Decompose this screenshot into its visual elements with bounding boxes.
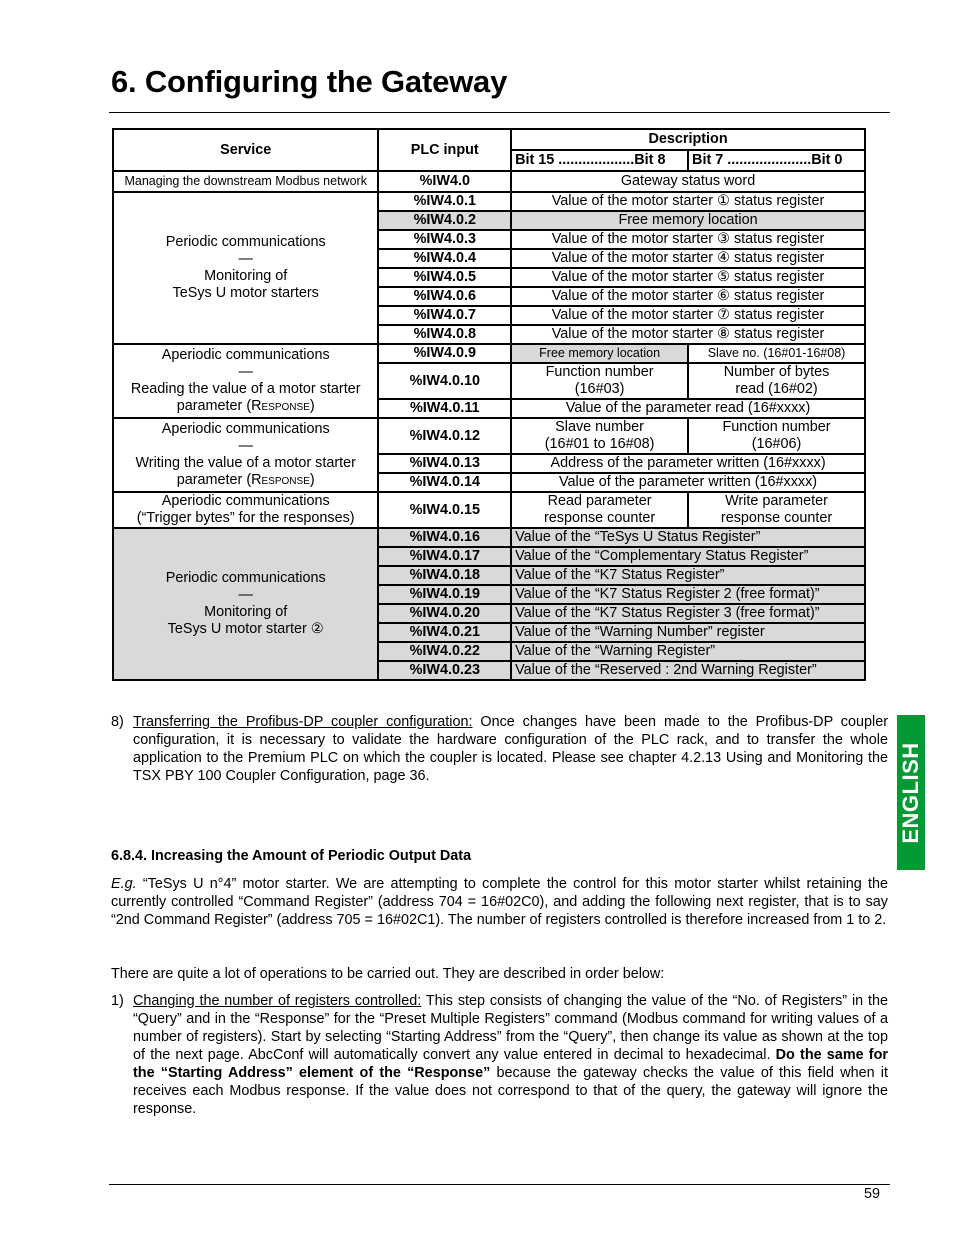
service-cell: Managing the downstream Modbus network (113, 171, 378, 192)
plc-address: %IW4.0.17 (378, 547, 511, 566)
service-line: Aperiodic communications (161, 493, 330, 509)
intro-paragraph (111, 875, 888, 929)
description-cell: Value of the “TeSys U Status Register” (511, 528, 865, 547)
description-cell: Value of the motor starter ⑤ status register (511, 268, 865, 287)
service-line: — (238, 251, 253, 267)
plc-address: %IW4.0.21 (378, 623, 511, 642)
low-byte-cell: Slave no. (16#01-16#08) (688, 344, 865, 363)
description-cell: Value of the motor starter ⑧ status register (511, 325, 865, 344)
plc-address: %IW4.0.15 (378, 492, 511, 528)
cell-line: read (16#02) (735, 381, 818, 397)
plc-address: %IW4.0.13 (378, 454, 511, 473)
description-cell: Value of the “Warning Register” (511, 642, 865, 661)
step-8 (111, 713, 888, 785)
service-line: Aperiodic communications (161, 347, 330, 363)
cell-line: (16#03) (574, 381, 625, 397)
page-number: 59 (864, 1186, 881, 1202)
low-byte-cell (688, 363, 865, 399)
step-text: because the gateway checks the value of this field when it receives each Modbus response. If the value does not correspond to that of the query, the gateway will ignore the response. (133, 1065, 888, 1117)
description-cell: Value of the motor starter ④ status register (511, 249, 865, 268)
step-text: Once changes have been made to the Profibus-DP coupler configuration, it is necessary to validate the hardware configuration of the PLC rack, and to transfer the whole application to the Premium PLC on which the coupler is located. Please see chapter 4.2.13 Using and Monitoring the TSX PBY 100 Coupler Configuration, page 36. (133, 714, 888, 784)
plc-address: %IW4.0.14 (378, 473, 511, 492)
table-row (113, 528, 865, 547)
plc-address: %IW4.0.22 (378, 642, 511, 661)
description-cell: Address of the parameter written (16#xxxx) (511, 454, 865, 473)
step-title: Transferring the Profibus-DP coupler configuration: (133, 714, 473, 730)
plc-address: %IW4.0.11 (378, 399, 511, 418)
service-line: Monitoring of (204, 268, 288, 284)
plc-address: %IW4.0.12 (378, 418, 511, 454)
eg-label: E.g. (111, 876, 137, 892)
description-cell: Value of the motor starter ⑦ status register (511, 306, 865, 325)
plc-address: %IW4.0.3 (378, 230, 511, 249)
table-row (113, 492, 865, 528)
plc-address: %IW4.0.10 (378, 363, 511, 399)
header-description: Description (511, 129, 865, 150)
plc-address: %IW4.0.20 (378, 604, 511, 623)
cell-line: Write parameter (725, 493, 828, 509)
plc-address: %IW4.0 (378, 171, 511, 192)
plc-address: %IW4.0.6 (378, 287, 511, 306)
table-row (113, 171, 865, 192)
service-line: — (238, 364, 253, 380)
response-smallcaps: Response (251, 398, 310, 414)
plc-address: %IW4.0.7 (378, 306, 511, 325)
table-row (113, 344, 865, 363)
description-cell: Value of the parameter read (16#xxxx) (511, 399, 865, 418)
service-text: parameter ( (176, 398, 252, 414)
intro-text: “TeSys U n°4” motor starter. We are attempting to complete the control for this motor starter whilst retaining the currently controlled “Command Register” (address 704 = 16#02C0), and adding the following next register, that is to say “2nd Command Register” (address 705 = 16#02C1). The number of registers controlled is therefore increased from 1 to 2. (111, 876, 888, 928)
high-byte-cell: Free memory location (511, 344, 688, 363)
register-table-container (112, 128, 866, 681)
plc-address: %IW4.0.2 (378, 211, 511, 230)
service-line: TeSys U motor starter ② (167, 621, 324, 637)
description-cell: Value of the “K7 Status Register” (511, 566, 865, 585)
cell-line: Function number (545, 364, 654, 380)
service-line (117, 472, 374, 489)
table-row (113, 418, 865, 454)
step-text: This step consists of changing the value of the “No. of Registers” in the “Query” and in the “Response” for the “Preset Multiple Registers” command (Modbus command for writing values of a number of registers). Start by selecting “Starting Address” from the “Query”, then change its value as shown at the top of the next page. AbcConf will automatically convert any value entered in decimal to hexadecimal. (133, 993, 888, 1063)
description-cell: Free memory location (511, 211, 865, 230)
description-cell: Value of the “Warning Number” register (511, 623, 865, 642)
plc-address: %IW4.0.23 (378, 661, 511, 680)
service-line: TeSys U motor starters (172, 285, 319, 301)
service-cell (113, 344, 378, 418)
plc-address: %IW4.0.9 (378, 344, 511, 363)
cell-line: Slave number (555, 419, 644, 435)
cell-line: (16#06) (751, 436, 802, 452)
step-number: 8) (111, 714, 124, 730)
low-byte-cell (688, 418, 865, 454)
service-cell (113, 492, 378, 528)
step-1 (111, 992, 888, 1118)
plc-address: %IW4.0.4 (378, 249, 511, 268)
high-byte-cell (511, 363, 688, 399)
cell-line: Number of bytes (723, 364, 830, 380)
page-title: 6. Configuring the Gateway (111, 64, 508, 99)
table-header-row (113, 129, 865, 150)
service-line: Monitoring of (204, 604, 288, 620)
title-rule (109, 112, 890, 113)
description-cell: Value of the motor starter ⑥ status register (511, 287, 865, 306)
cell-line: response counter (720, 510, 833, 526)
step-body (133, 713, 888, 785)
header-service: Service (113, 129, 378, 171)
service-line: Reading the value of a motor starter (130, 381, 361, 397)
high-byte-cell (511, 418, 688, 454)
service-text: parameter ( (176, 472, 252, 488)
cell-line: Read parameter (547, 493, 652, 509)
plc-address: %IW4.0.16 (378, 528, 511, 547)
service-line: Aperiodic communications (161, 421, 330, 437)
operations-paragraph: There are quite a lot of operations to be carried out. They are described in order below: (111, 966, 665, 982)
plc-address: %IW4.0.1 (378, 192, 511, 211)
step-number: 1) (111, 993, 124, 1009)
description-cell: Value of the “Complementary Status Register” (511, 547, 865, 566)
service-line: (“Trigger bytes” for the responses) (136, 510, 355, 526)
service-text: ) (309, 472, 315, 488)
step-bold-text: Do the same for the “Starting Address” element of the “Response” (133, 1047, 888, 1081)
header-bit-high: Bit 15 ...................Bit 8 (511, 150, 688, 171)
cell-line: response counter (543, 510, 656, 526)
step-body (133, 992, 888, 1118)
step-title: Changing the number of registers controlled: (133, 993, 422, 1009)
section-heading: 6.8.4. Increasing the Amount of Periodic Output Data (111, 848, 472, 864)
description-cell: Value of the parameter written (16#xxxx) (511, 473, 865, 492)
description-cell: Value of the motor starter ① status register (511, 192, 865, 211)
language-tab-label: ENGLISH (898, 741, 923, 844)
plc-address: %IW4.0.5 (378, 268, 511, 287)
description-cell: Value of the motor starter ③ status register (511, 230, 865, 249)
cell-line: Function number (722, 419, 831, 435)
service-line: — (238, 438, 253, 454)
plc-address: %IW4.0.18 (378, 566, 511, 585)
high-byte-cell (511, 492, 688, 528)
plc-address: %IW4.0.8 (378, 325, 511, 344)
cell-line: (16#01 to 16#08) (544, 436, 655, 452)
service-line: Periodic communications (165, 234, 326, 250)
description-cell: Gateway status word (511, 171, 865, 192)
service-cell (113, 418, 378, 492)
service-line: — (238, 587, 253, 603)
plc-address: %IW4.0.19 (378, 585, 511, 604)
header-bit-low: Bit 7 .....................Bit 0 (688, 150, 865, 171)
table-row (113, 192, 865, 211)
footer-rule (109, 1184, 890, 1185)
service-cell (113, 192, 378, 344)
description-cell: Value of the “K7 Status Register 2 (free format)” (511, 585, 865, 604)
response-smallcaps: Response (251, 472, 310, 488)
register-table (112, 128, 866, 681)
service-line: Writing the value of a motor starter (135, 455, 356, 471)
service-line (117, 398, 374, 415)
description-cell: Value of the “K7 Status Register 3 (free format)” (511, 604, 865, 623)
language-tab (897, 715, 925, 870)
service-cell (113, 528, 378, 680)
service-text: ) (309, 398, 315, 414)
header-plc-input: PLC input (378, 129, 511, 171)
service-line: Periodic communications (165, 570, 326, 586)
low-byte-cell (688, 492, 865, 528)
description-cell: Value of the “Reserved : 2nd Warning Register” (511, 661, 865, 680)
